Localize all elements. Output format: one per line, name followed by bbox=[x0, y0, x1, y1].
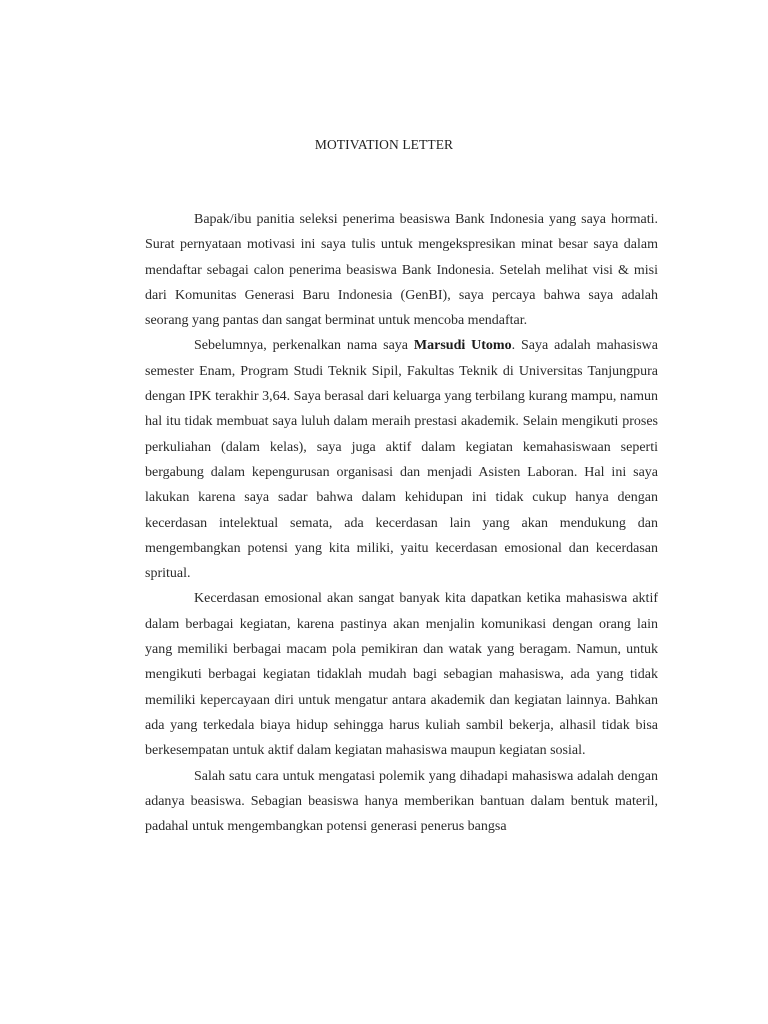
introduction-text-before: Sebelumnya, perkenalkan nama saya bbox=[194, 338, 414, 354]
applicant-name: Marsudi Utomo bbox=[413, 338, 512, 354]
introduction-text-after: . Saya adalah mahasiswa semester Enam, Program Studi Teknik Sipil, Fakultas Teknik di Universitas Tanjungpura dengan IPK terakhir 3,64. Saya berasal dari keluarga yang terbilang kurang mampu, namun hal itu tidak membuat saya luluh dalam meraih prestasi akademik. Selain mengikuti proses perkuliahan (dalam kelas), saya juga aktif dalam kegiatan kemahasiswaan seperti bergabung dalam kepengurusan organisasi dan menjadi Asisten Laboran. Hal ini saya lakukan karena saya sadar bahwa dalam kehidupan ini tidak cukup hanya dengan kecerdasan intelektual semata, ada kecerdasan lain yang akan mendukung dan mengembangkan potensi yang kita miliki, yaitu kecerdasan emosional dan kecerdasan spritual. bbox=[145, 338, 658, 582]
paragraph-introduction bbox=[145, 333, 658, 586]
paragraph-emotional-intelligence: Kecerdasan emosional akan sangat banyak kita dapatkan ketika mahasiswa aktif dalam berbagai kegiatan, karena pastinya akan menjalin komunikasi dengan orang lain yang memiliki berbagai macam pola pemikiran dan watak yang beragam. Namun, untuk mengikuti berbagai kegiatan tidaklah mudah bagi sebagian mahasiswa, ada yang tidak memiliki kepercayaan diri untuk mengatur antara akademik dan kegiatan lainnya. Bahkan ada yang terkedala biaya hidup sehingga harus kuliah sambil bekerja, alhasil tidak bisa berkesempatan untuk aktif dalam kegiatan mahasiswa maupun kegiatan sosial. bbox=[145, 591, 658, 759]
letter-body bbox=[145, 207, 658, 839]
letter-title: MOTIVATION LETTER bbox=[314, 137, 454, 152]
paragraph-scholarship: Salah satu cara untuk mengatasi polemik yang dihadapi mahasiswa adalah dengan adanya beasiswa. Sebagian beasiswa hanya memberikan bantuan dalam bentuk materil, padahal untuk mengembangkan potensi generasi penerus bangsa bbox=[145, 768, 658, 835]
paragraph-greeting: Bapak/ibu panitia seleksi penerima beasiswa Bank Indonesia yang saya hormati. Surat pernyataan motivasi ini saya tulis untuk mengekspresikan minat besar saya dalam mendaftar sebagai calon penerima beasiswa Bank Indonesia. Setelah melihat visi & misi dari Komunitas Generasi Baru Indonesia (GenBI), saya percaya bahwa saya adalah seorang yang pantas dan sangat berminat untuk mencoba mendaftar. bbox=[145, 212, 658, 329]
